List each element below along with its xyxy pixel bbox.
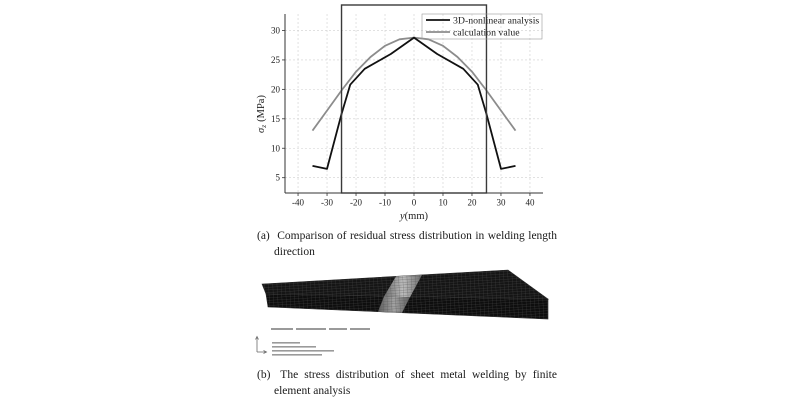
y-tick-label: 25	[271, 54, 280, 65]
fem-info-line	[271, 328, 293, 330]
legend-label-calculation-value: calculation value	[453, 27, 520, 39]
y-axis-label-subscript: z	[259, 124, 268, 128]
fem-info-line	[329, 328, 347, 330]
fem-legend-line	[272, 346, 316, 348]
x-tick-label: -20	[350, 197, 363, 208]
fem-info-line	[350, 328, 370, 330]
fem-plate-figure	[0, 255, 800, 365]
plate-top-mesh	[262, 270, 548, 299]
fem-info-text-blocks	[271, 328, 370, 356]
grid-lines	[285, 14, 543, 193]
y-tick-label: 20	[271, 84, 280, 95]
y-tick-label: 10	[271, 143, 280, 154]
caption-b-label: (b)	[257, 369, 271, 381]
caption-b-text: The stress distribution of sheet metal welding by finite element analysis	[274, 369, 557, 397]
legend	[422, 14, 542, 39]
x-axis-label	[399, 211, 429, 222]
y-axis-label-symbol: σ	[256, 127, 267, 133]
x-tick-label: -10	[379, 197, 392, 208]
x-axis-label-unit: (mm)	[404, 211, 428, 222]
plate-body	[262, 270, 548, 319]
y-tick-label: 5	[275, 172, 280, 183]
fem-legend-line	[272, 342, 300, 344]
fem-info-line	[296, 328, 326, 330]
y-tick-label: 15	[271, 113, 280, 124]
x-tick-label: -40	[292, 197, 305, 208]
caption-a-text: Comparison of residual stress distribution in welding length direction	[274, 230, 558, 258]
x-tick-label: 0	[411, 197, 417, 208]
x-tick-label: 30	[496, 197, 506, 208]
x-tick-label: -30	[321, 197, 334, 208]
caption-b	[257, 368, 557, 399]
fem-legend-line	[272, 354, 322, 356]
caption-a-label: (a)	[257, 230, 270, 242]
y-tick-label: 30	[271, 25, 280, 36]
x-axis-label-symbol: y	[400, 211, 405, 222]
y-axis-label-unit: (MPa)	[256, 95, 267, 122]
x-tick-label: 10	[438, 197, 448, 208]
x-tick-label: 20	[467, 197, 477, 208]
coordinate-triad-icon	[256, 337, 267, 354]
axis-ticks	[271, 25, 535, 207]
fem-legend-line	[272, 350, 334, 352]
x-tick-label: 40	[525, 197, 535, 208]
y-axis-label	[256, 95, 268, 133]
legend-label-3d-nonlinear-analysis: 3D-nonlinear analysis	[453, 15, 540, 27]
